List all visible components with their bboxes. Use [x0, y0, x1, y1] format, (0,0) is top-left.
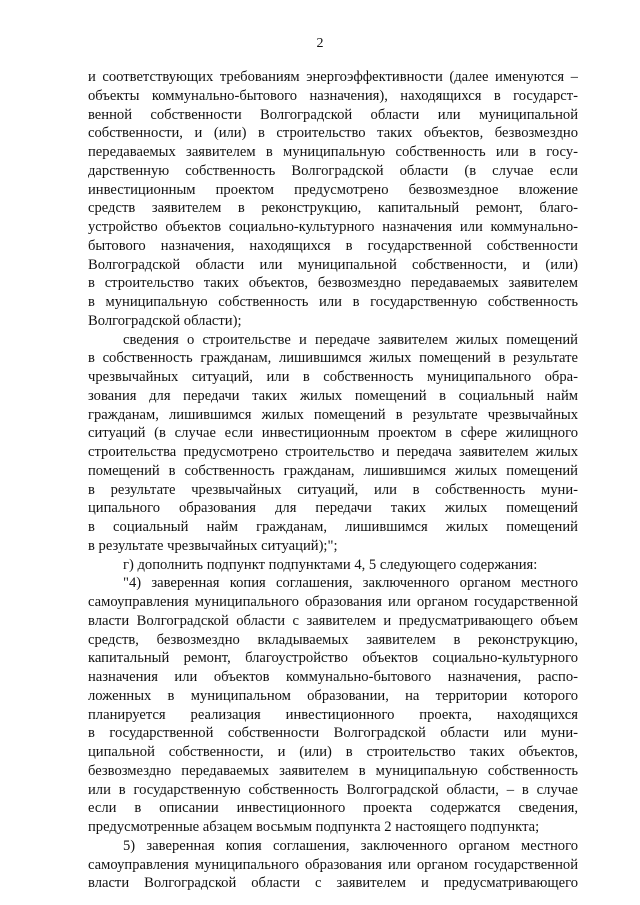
- text-line: власти Волгоградской области с заявителем и предусматривающего: [88, 875, 578, 892]
- text-line: средств заявителем в реконструкцию, капитальный ремонт, благо-: [88, 200, 578, 217]
- text-line: гражданам, лишившимся жилых помещений в результате чрезвычайных: [88, 406, 578, 423]
- text-line: дарственную собственность Волгоградской области (в случае если: [88, 162, 578, 179]
- text-line: средств, безвозмездно вкладываемых заявителем в реконструкцию,: [88, 631, 578, 648]
- text-line: безвозмездно передаваемых заявителем в муниципальную собственность: [88, 762, 578, 779]
- text-line: в муниципальную собственность или в государственную собственность: [88, 294, 578, 310]
- text-line: сведения о строительстве и передаче заявителем жилых помещений: [123, 331, 578, 348]
- text-line: Волгоградской области или муниципальной собственности, и (или): [88, 256, 578, 273]
- text-line: ципальной собственности, и (или) в строительство таких объектов,: [88, 744, 578, 760]
- text-line: объекты коммунально-бытового назначения), находящихся в государст-: [88, 87, 578, 104]
- text-line: ложенных в муниципальном образовании, на территории которого: [88, 687, 578, 704]
- page-number: 2: [316, 36, 324, 51]
- text-line: инвестиционным проектом предусмотрено безвозмездное вложение: [88, 181, 578, 198]
- text-line: Волгоградской области);: [88, 312, 242, 329]
- text-line: передаваемых заявителем в муниципальную собственность или в госу-: [88, 144, 578, 160]
- text-line: ситуаций (в случае если инвестиционным проектом в сфере жилищного: [88, 425, 578, 442]
- text-line: и соответствующих требованиям энергоэффективности (далее именуются –: [88, 69, 578, 85]
- text-line: в строительство таких объектов, безвозмездно передаваемых заявителем: [88, 275, 578, 292]
- text-line: зования для передачи таких жилых помещений в социальный найм: [88, 387, 578, 404]
- text-line: самоуправления муниципального образования или органом государственной: [88, 856, 578, 873]
- text-line: в результате чрезвычайных ситуаций, или в собственность муни-: [88, 481, 578, 498]
- text-line: в социальный найм гражданам, лишившимся жилых помещений: [88, 519, 578, 535]
- text-line: 5) заверенная копия соглашения, заключенного органом местного: [123, 837, 578, 854]
- text-line: власти Волгоградской области с заявителем и предусматривающего объем: [88, 612, 578, 629]
- text-line: устройство объектов социально-культурного назначения или коммунально-: [88, 219, 578, 235]
- text-line: если в описании инвестиционного проекта содержатся сведения,: [88, 800, 578, 817]
- text-line: собственности, и (или) в строительство таких объектов, безвозмездно: [88, 125, 578, 142]
- text-line: в государственной собственности Волгоградской области или муни-: [88, 725, 578, 742]
- document-body: [88, 68, 578, 893]
- text-line: в собственность гражданам, лишившимся жилых помещений в результате: [88, 350, 578, 367]
- text-line: или в государственную собственность Волгоградской области, – в случае: [88, 781, 578, 798]
- text-line: чрезвычайных ситуаций, или в собственность муниципального обра-: [88, 369, 578, 385]
- text-line: строительства предусмотрено строительство и передача заявителем жилых: [88, 444, 578, 460]
- text-line: помещений в собственность гражданам, лишившимся жилых помещений: [88, 462, 578, 479]
- text-line: г) дополнить подпункт подпунктами 4, 5 следующего содержания:: [123, 556, 538, 573]
- text-line: предусмотренные абзацем восьмым подпункта 2 настоящего подпункта;: [88, 819, 540, 835]
- text-line: планируется реализация инвестиционного проекта, находящихся: [88, 706, 578, 723]
- text-line: самоуправления муниципального образования или органом государственной: [88, 594, 578, 610]
- text-line: "4) заверенная копия соглашения, заключенного органом местного: [123, 575, 578, 592]
- text-line: капитальный ремонт, благоустройство объектов социально-культурного: [88, 650, 578, 667]
- text-line: назначения или объектов коммунально-бытового назначения, распо-: [88, 669, 578, 685]
- text-line: бытового назначения, находящихся в государственной собственности: [88, 237, 578, 254]
- text-line: ципального образования для передачи таких жилых помещений: [88, 500, 578, 517]
- text-line: венной собственности Волгоградской области или муниципальной: [88, 106, 578, 123]
- text-line: в результате чрезвычайных ситуаций);";: [88, 537, 338, 554]
